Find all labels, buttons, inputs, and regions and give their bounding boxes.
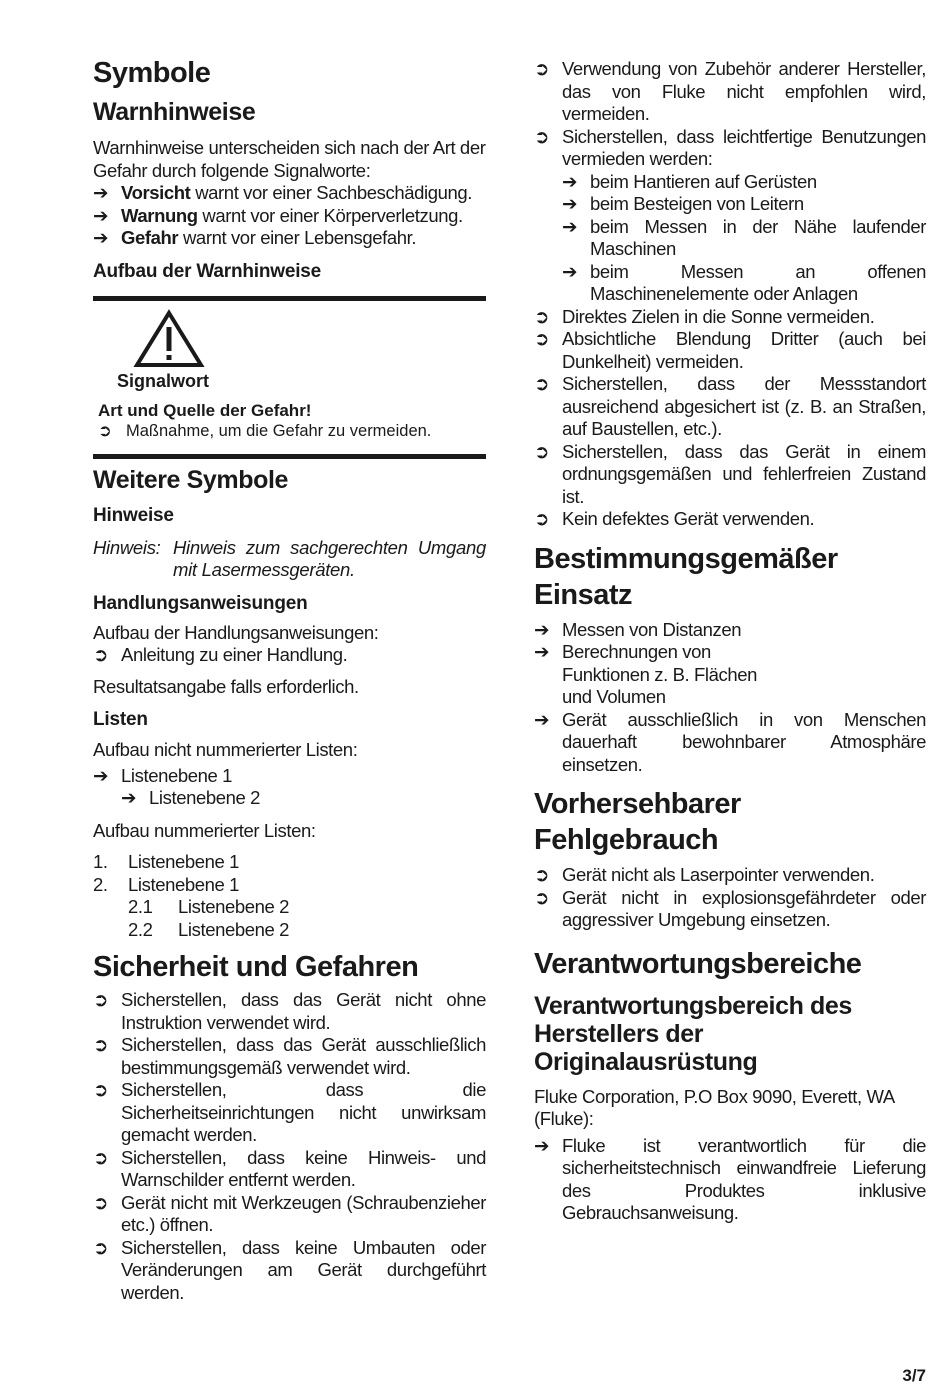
signal-word-list [93, 182, 486, 250]
action-arrow-icon: ➲ [534, 508, 550, 529]
arrow-icon: ➔ [93, 182, 109, 203]
action-arrow-icon: ➲ [93, 1146, 109, 1168]
section-title-sicherheit: Sicherheit und Gefahren [93, 951, 419, 983]
handlung-intro: Aufbau der Handlungsanweisungen: [93, 621, 379, 643]
signal-word-label: Signalwort [117, 370, 210, 391]
list-item: 1. Listenebene 1 [93, 851, 240, 872]
subsection-title-handlungsanweisungen: Handlungsanweisungen [93, 592, 308, 614]
list-item: ➲ Sicherstellen, dass das Gerät ausschließlich bestimmungsgemäß verwendet wird. [93, 1034, 486, 1078]
section-title-bestimmungsgemaess: Bestimmungsgemäßer Einsatz [534, 542, 838, 611]
subsection-title-listen: Listen [93, 709, 148, 730]
section-title-weitere-symbole: Weitere Symbole [93, 465, 289, 494]
list-item: ➔ Gerät ausschließlich in von Menschen dauerhaft bewohnbarer Atmosphäre einsetzen. [534, 708, 926, 775]
warning-box [93, 296, 486, 459]
list-item: ➲ Sicherstellen, dass das Gerät nicht ohne Instruktion verwendet wird. [93, 989, 486, 1033]
list-item: 2.2 Listenebene 2 [128, 918, 290, 940]
list-item: ➔ Berechnungen von Funktionen z. B. Flächen und Volumen [534, 641, 758, 707]
action-arrow-icon: ➲ [98, 421, 112, 440]
action-arrow-icon: ➲ [93, 989, 109, 1010]
misuse-list [534, 864, 926, 932]
warning-triangle-icon [133, 309, 205, 369]
right-column [534, 58, 926, 1225]
list-item: ➔ Warnung warnt vor einer Körperverletzung. [93, 204, 463, 226]
measure-line-row [98, 421, 486, 441]
note-example [93, 537, 486, 582]
list-item: ➔ beim Besteigen von Leitern [562, 193, 804, 214]
action-arrow-icon: ➲ [534, 864, 550, 885]
list-item: ➔ Listenebene 1 [93, 764, 233, 786]
warn-intro: Warnhinweise unterscheiden sich nach der Art der Gefahr durch folgende Signalworte: [93, 137, 486, 181]
list-item: ➲ Anleitung zu einer Handlung. [93, 644, 348, 665]
action-arrow-icon: ➲ [534, 58, 550, 79]
section-title-verantwortungsbereiche: Verantwortungsbereiche [534, 947, 862, 980]
action-arrow-icon: ➲ [93, 1034, 109, 1055]
action-arrow-icon: ➲ [93, 1079, 109, 1100]
left-column [93, 52, 486, 1304]
numbered-list [93, 851, 486, 941]
danger-line: Art und Quelle der Gefahr! [98, 400, 312, 420]
list-item: ➔ Messen von Distanzen [534, 618, 742, 640]
safety-list [93, 989, 486, 1304]
action-arrow-icon: ➲ [93, 1191, 109, 1213]
section-title-fehlgebrauch: Vorhersehbarer Fehlgebrauch [534, 788, 741, 856]
responsibility-list [534, 1135, 926, 1225]
list-item: ➲ Sicherstellen, dass keine Hinweis- und Warnschilder entfernt werden. [93, 1146, 486, 1190]
list-item: ➲ Gerät nicht mit Werkzeugen (Schraubenzieher etc.) öffnen. [93, 1191, 486, 1235]
note-text: Hinweis zum sachgerechten Umgang mit Lasermessgeräten. [173, 536, 486, 580]
company-address: Fluke Corporation, P.O Box 9090, Everett, WA (Fluke): [534, 1085, 894, 1129]
arrow-icon: ➔ [562, 260, 578, 282]
arrow-icon: ➔ [562, 193, 578, 214]
intended-use-list [534, 619, 926, 777]
list-item: ➲ Sicherstellen, dass die Sicherheitseinrichtungen nicht unwirksam gemacht werden. [93, 1079, 486, 1145]
list-item: ➔ beim Messen in der Nähe laufender Maschinen [562, 215, 926, 259]
list-item: ➔ Fluke ist verantwortlich für die sicherheitstechnisch einwandfreie Lieferung des Produktes inklusive Gebrauchsanweisung. [534, 1134, 926, 1223]
list-item: ➔ Vorsicht warnt vor einer Sachbeschädigung. [93, 182, 473, 203]
list-item: ➲ Sicherstellen, dass der Messstandort ausreichend abgesichert ist (z. B. an Straßen, auf Baustellen, etc.). [534, 373, 926, 439]
action-arrow-icon: ➲ [534, 373, 550, 394]
list-item: 2.1 Listenebene 2 [128, 896, 290, 917]
list-item: ➲ Gerät nicht in explosionsgefährdeter oder aggressiver Umgebung einsetzen. [534, 886, 926, 930]
action-arrow-icon: ➲ [93, 644, 109, 665]
arrow-icon: ➔ [562, 215, 578, 237]
list-item: ➲ Sicherstellen, dass keine Umbauten oder Veränderungen am Gerät durchgeführt werden. [93, 1236, 486, 1303]
arrow-icon: ➔ [93, 204, 109, 226]
arrow-icon: ➔ [534, 708, 550, 730]
measure-line: Maßnahme, um die Gefahr zu vermeiden. [126, 421, 432, 440]
arrow-icon: ➔ [93, 764, 109, 786]
list-item: ➲ Kein defektes Gerät verwenden. [534, 508, 815, 529]
arrow-icon: ➔ [534, 1134, 550, 1156]
arrow-icon: ➔ [121, 787, 137, 808]
list-item: ➔ beim Messen an offenen Maschinenelemente oder Anlagen [562, 260, 926, 304]
list-item: ➲ Sicherstellen, dass das Gerät in einem ordnungsgemäßen und fehlerfreien Zustand ist. [534, 440, 926, 507]
list-item: ➲ Absichtliche Blendung Dritter (auch bei Dunkelheit) vermeiden. [534, 328, 926, 372]
action-arrow-icon: ➲ [534, 886, 550, 908]
arrow-icon: ➔ [534, 641, 550, 662]
subsection-title-aufbau-warnhinweise: Aufbau der Warnhinweise [93, 260, 322, 282]
safety-list-continued [534, 58, 926, 531]
handlung-list [93, 644, 486, 667]
unnumbered-intro: Aufbau nicht nummerierter Listen: [93, 739, 358, 760]
list-item: ➔ Listenebene 2 [121, 787, 261, 808]
action-arrow-icon: ➲ [534, 305, 550, 327]
page-number: 3/7 [902, 1366, 926, 1385]
subsection-title-hersteller: Verantwortungsbereich des Herstellers der Originalausrüstung [534, 991, 852, 1076]
divider [93, 454, 486, 459]
action-arrow-icon: ➲ [534, 440, 550, 462]
arrow-icon: ➔ [562, 170, 578, 192]
unnumbered-list [93, 765, 486, 810]
list-item: ➔ Gefahr warnt vor einer Lebensgefahr. [93, 227, 417, 248]
section-title-warnhinweise: Warnhinweise [93, 98, 256, 126]
arrow-icon: ➔ [534, 618, 550, 640]
list-item: ➔ beim Hantieren auf Gerüsten [562, 170, 817, 192]
arrow-icon: ➔ [93, 227, 109, 248]
action-arrow-icon: ➲ [534, 125, 550, 147]
divider [93, 296, 486, 301]
list-item: ➲ Verwendung von Zubehör anderer Hersteller, das von Fluke nicht empfohlen wird, vermeiden. [534, 58, 926, 124]
action-arrow-icon: ➲ [93, 1236, 109, 1258]
action-arrow-icon: ➲ [534, 328, 550, 349]
subsection-title-hinweise: Hinweise [93, 504, 174, 526]
result-text: Resultatsangabe falls erforderlich. [93, 675, 359, 697]
list-item: ➲ Gerät nicht als Laserpointer verwenden. [534, 864, 875, 885]
list-item: 2. Listenebene 1 [93, 873, 240, 895]
note-label: Hinweis: [93, 536, 161, 558]
numbered-intro: Aufbau nummerierter Listen: [93, 819, 316, 841]
list-item: ➲ Sicherstellen, dass leichtfertige Benutzungen vermieden werden: [534, 125, 926, 169]
section-title-symbole: Symbole [93, 57, 211, 89]
list-item: ➲ Direktes Zielen in die Sonne vermeiden. [534, 305, 875, 327]
